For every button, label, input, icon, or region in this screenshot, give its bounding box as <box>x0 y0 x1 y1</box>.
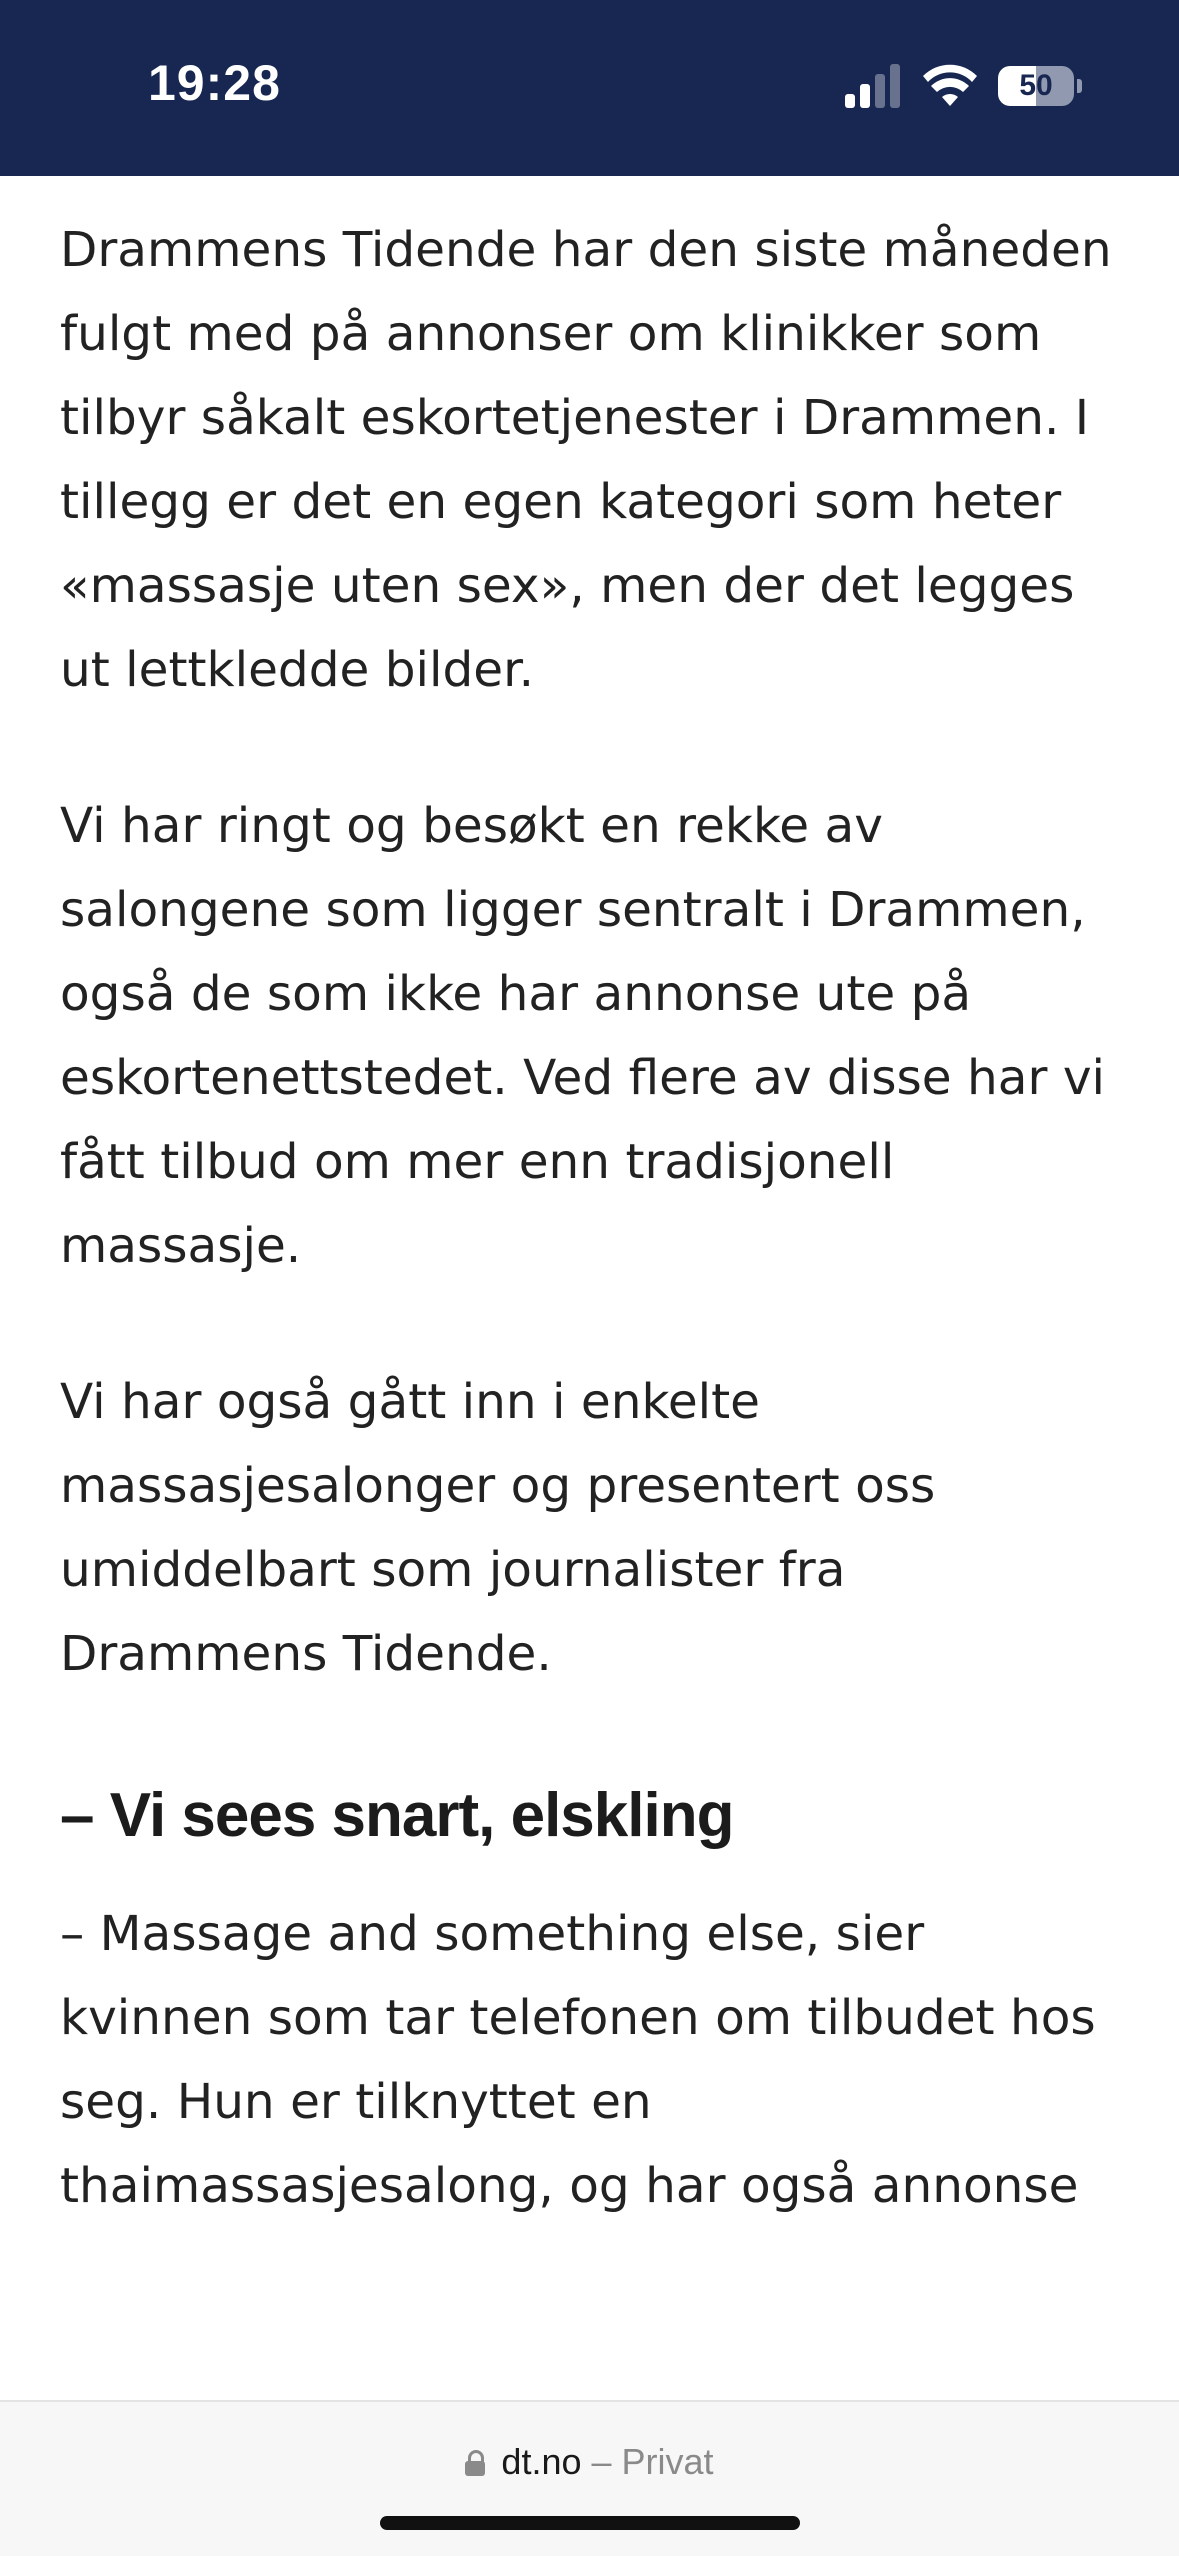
signal-bar <box>845 94 855 108</box>
url-domain[interactable]: dt.no <box>501 2441 582 2482</box>
article-subheading: – Vi sees snart, elskling <box>60 1781 734 1850</box>
battery-icon <box>998 66 1074 106</box>
privacy-mode-label: – Privat <box>591 2441 714 2482</box>
home-indicator[interactable] <box>380 2516 800 2530</box>
lock-icon <box>465 2450 485 2476</box>
wifi-icon <box>922 62 978 108</box>
cellular-signal-icon <box>845 64 905 108</box>
article-paragraph: Vi har ringt og besøkt en rekke av salongene som ligger sentralt i Drammen, også de som ikke har annonse ute på eskortenettstedet. Ved flere av disse har vi fått tilbud om mer enn tradisjonell massasje. <box>60 798 1105 1274</box>
browser-address-bar[interactable] <box>0 2400 1179 2556</box>
signal-bar <box>875 74 885 108</box>
article-body <box>60 208 1120 2228</box>
article-paragraph: Drammens Tidende har den siste måneden fulgt med på annonser om klinikker som tilbyr såkalt eskortetjenester i Drammen. I tillegg er det en egen kategori som heter «massasje uten sex», men der det legges ut lettkledde bilder. <box>60 222 1112 698</box>
signal-bar <box>860 84 870 108</box>
battery-level: 50 <box>1019 69 1053 102</box>
status-bar <box>0 0 1179 176</box>
address-line[interactable] <box>0 2440 1179 2484</box>
battery-tip <box>1077 79 1082 93</box>
article-paragraph: Vi har også gått inn i enkelte massasjesalonger og presentert oss umiddelbart som journalister fra Drammens Tidende. <box>60 1374 936 1682</box>
article-paragraph: – Massage and something else, sier kvinnen som tar telefonen om tilbudet hos seg. Hun er tilknyttet en thaimassasjesalong, og har også annonse <box>60 1906 1096 2214</box>
signal-bar <box>890 64 900 108</box>
status-time: 19:28 <box>148 55 281 111</box>
